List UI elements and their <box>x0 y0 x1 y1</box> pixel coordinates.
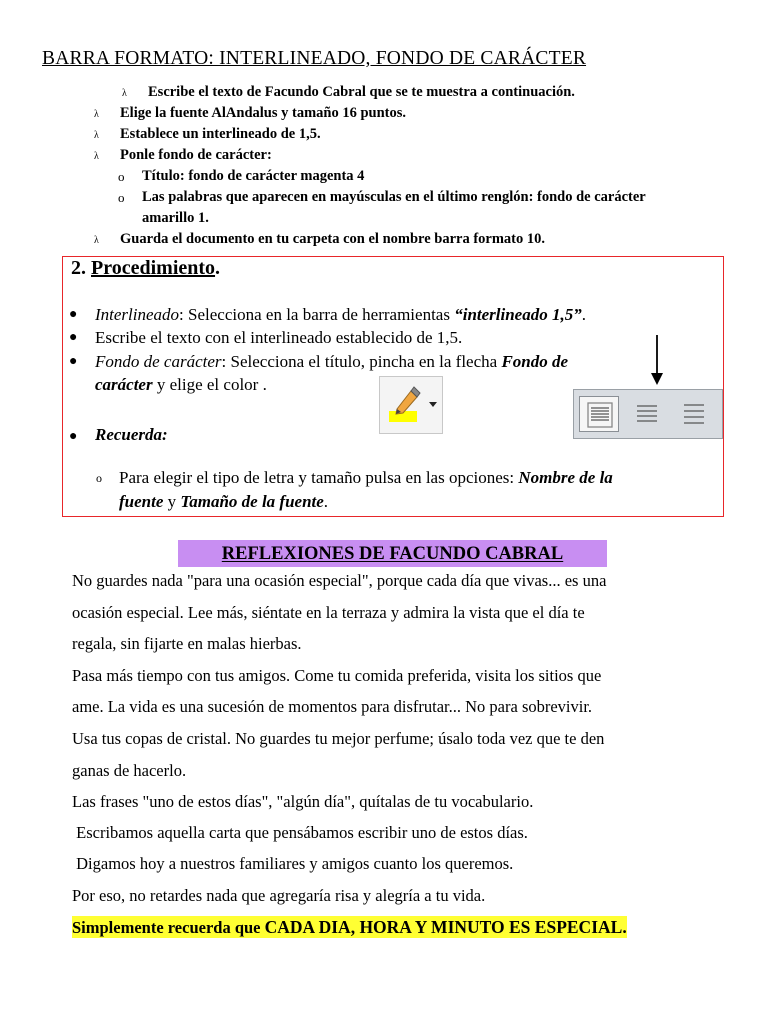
procedure-item <box>95 423 168 446</box>
reflection-line: Por eso, no retardes nada que agregaría risa y alegría a tu vida. <box>72 886 486 905</box>
reflection-title: REFLEXIONES DE FACUNDO CABRAL <box>178 540 607 567</box>
task-text: Ponle fondo de carácter: <box>120 147 272 163</box>
circle-bullet-icon: o <box>118 190 125 205</box>
final-line-text: Simplemente recuerda que <box>72 918 265 937</box>
procedure-item <box>95 326 462 349</box>
procedure-number: 2. <box>71 257 86 279</box>
line-spacing-single-button[interactable] <box>579 396 619 432</box>
task-item <box>94 124 704 145</box>
dot-bullet-icon: ● <box>69 354 78 369</box>
reflection-line: ganas de hacerlo. <box>72 761 187 780</box>
task-list <box>94 82 704 250</box>
procedure-box <box>62 256 724 517</box>
task-subitem-text: Las palabras que aparecen en mayúsculas en el último renglón: fondo de carácter amarillo 1. <box>142 189 646 226</box>
line-spacing-double-button[interactable] <box>674 396 714 432</box>
lambda-bullet-icon: λ <box>122 88 127 99</box>
reflection-line: Las frases "uno de estos días", "algún día", quítalas de tu vocabulario. <box>72 792 534 811</box>
task-item <box>94 82 704 103</box>
highlighter-pen-icon <box>387 385 423 425</box>
line-spacing-toolbar <box>573 389 723 439</box>
task-text: Guarda el documento en tu carpeta con el nombre barra formato 10. <box>120 231 546 247</box>
reflection-line: Pasa más tiempo con tus amigos. Come tu comida preferida, visita los sitios que <box>72 666 602 685</box>
procedure-subitem <box>119 466 719 514</box>
reflection-line: No guardes nada "para una ocasión especial", porque cada día que vivas... es una <box>72 571 607 590</box>
procedure-item-emphasis: Fondo de <box>501 352 569 371</box>
procedure-heading: 2. Procedimiento. <box>71 257 221 279</box>
circle-bullet-icon: o <box>118 169 125 184</box>
task-subitem-text: Título: fondo de carácter magenta 4 <box>142 168 365 184</box>
lambda-bullet-icon: λ <box>94 151 99 162</box>
circle-bullet-icon: o <box>96 471 102 485</box>
procedure-subitem-text: . <box>323 492 329 511</box>
procedure-item-emphasis: carácter <box>95 375 153 394</box>
procedure-item <box>95 350 655 396</box>
character-shading-button[interactable] <box>379 376 443 434</box>
dot-bullet-icon: ● <box>69 307 78 322</box>
line-spacing-one-half-button[interactable] <box>627 396 667 432</box>
task-text: Escribe el texto de Facundo Cabral que se te muestra a continuación. <box>148 84 575 100</box>
line-spacing-single-icon <box>587 402 613 428</box>
line-spacing-double-icon <box>681 401 707 427</box>
reflection-line: Escribamos aquella carta que pensábamos escribir uno de estos días. <box>72 823 528 842</box>
procedure-subitem-text: Para elegir el tipo de letra y tamaño pulsa en las opciones: <box>119 468 519 487</box>
page-title: BARRA FORMATO: INTERLINEADO, FONDO DE CARÁCTER <box>42 48 587 69</box>
lambda-bullet-icon: λ <box>94 109 99 120</box>
procedure-item-emphasis: “interlineado 1,5” <box>454 305 582 324</box>
procedure-subitem-text: y <box>163 492 181 511</box>
lambda-bullet-icon: λ <box>94 235 99 246</box>
reflection-final-line <box>72 916 627 938</box>
lambda-bullet-icon: λ <box>94 130 99 141</box>
reflection-line: ame. La vida es una sucesión de momentos para disfrutar... No para sobrevivir. <box>72 697 593 716</box>
procedure-subitem-emphasis: fuente <box>119 492 164 511</box>
reflection-line: regala, sin fijarte en malas hierbas. <box>72 634 302 653</box>
final-line-caps: CADA DIA, HORA Y MINUTO ES ESPECIAL. <box>264 917 627 937</box>
procedure-subitem-emphasis: Nombre de la <box>518 468 613 487</box>
procedure-item-label: Fondo de carácter <box>95 352 222 371</box>
task-subitem <box>94 187 662 229</box>
procedure-item-label: Interlineado <box>95 305 180 324</box>
procedure-item-label: Recuerda: <box>95 425 168 444</box>
procedure-item-text: Escribe el texto con el interlineado establecido de 1,5. <box>95 328 463 347</box>
reflection-line: ocasión especial. Lee más, siéntate en la terraza y admira la vista que el día te <box>72 603 585 622</box>
reflection-line: Usa tus copas de cristal. No guardes tu mejor perfume; úsalo toda vez que te den <box>72 729 605 748</box>
dot-bullet-icon: ● <box>69 429 78 444</box>
dropdown-arrow-icon[interactable] <box>429 402 437 408</box>
task-text: Elige la fuente AlAndalus y tamaño 16 puntos. <box>120 105 407 121</box>
procedure-item: Interlineado: Selecciona en la barra de herramientas “interlineado 1,5”. <box>95 305 586 324</box>
arrow-down-icon <box>649 335 665 387</box>
reflection-line: Digamos hoy a nuestros familiares y amigos cuanto los queremos. <box>72 854 514 873</box>
procedure-item-text: : Selecciona el título, pincha en la flecha <box>221 352 502 371</box>
line-spacing-one-half-icon <box>634 401 660 427</box>
procedure-item-text: : Selecciona en la barra de herramientas <box>179 305 455 324</box>
task-item <box>94 145 704 166</box>
procedure-subitem-emphasis: Tamaño de la fuente <box>180 492 324 511</box>
procedure-heading-text: Procedimiento <box>91 257 216 279</box>
task-subitem <box>94 166 704 187</box>
procedure-item-text: y elige el color . <box>152 375 267 394</box>
task-item <box>94 103 704 124</box>
task-item <box>94 229 704 250</box>
task-text: Establece un interlineado de 1,5. <box>120 126 321 142</box>
dot-bullet-icon: ● <box>69 330 78 345</box>
